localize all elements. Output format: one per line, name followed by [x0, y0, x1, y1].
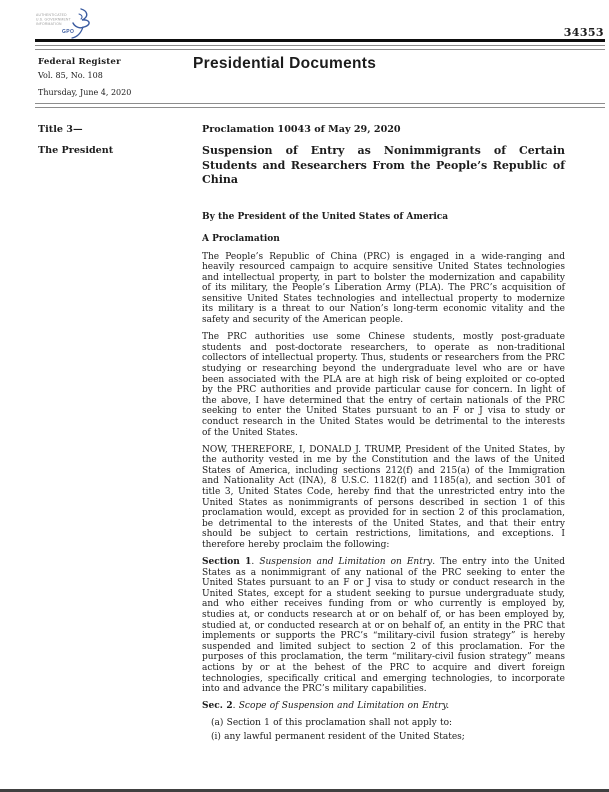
proclamation-body	[202, 124, 565, 746]
volume-number: Vol. 85, No. 108	[38, 71, 103, 80]
title-3-label: Title 3—	[38, 124, 83, 135]
gpo-label: GPO	[62, 29, 75, 35]
logo-line-3: INFORMATION	[36, 22, 62, 26]
section-2-item-i: (i) any lawful permanent resident of the United States;	[211, 731, 465, 742]
gpo-authenticated-logo	[35, 8, 95, 40]
the-president-label: The President	[38, 145, 114, 156]
section-2-heading	[202, 701, 565, 712]
body-paragraph: NOW, THEREFORE, I, DONALD J. TRUMP, President of the United States, by the authority vested in me by the Constitution and the laws of the United States of America, including sections 212(f) and 215(a) of the Immigration and Nationality Act (INA), 8 U.S.C. 1182(f) and 1185(a), and section 301 of title 3, United States Code, hereby find that the unrestricted entry into the United States as nonimmigrants of persons described in section 1 of this proclamation would, except as provided for in section 2 of this proclamation, be detrimental to the interests of the United States, and that their entry should be subject to certain restrictions, limitations, and exceptions. I therefore hereby proclaim the following:	[202, 444, 565, 550]
masthead	[38, 57, 188, 97]
page-number: 34353	[563, 26, 604, 39]
section-2-separator: .	[232, 701, 239, 712]
title-column	[38, 124, 188, 156]
logo-line-1: AUTHENTICATED	[36, 13, 67, 17]
section-1-paragraph	[202, 557, 565, 695]
header-rule-thick	[35, 39, 605, 42]
section-2-title: Scope of Suspension and Limitation on Entry.	[238, 701, 450, 712]
section-1-separator: .	[251, 557, 260, 568]
issue-date: Thursday, June 4, 2020	[38, 88, 132, 97]
header-rule-double-upper	[35, 45, 605, 50]
a-proclamation-label: A Proclamation	[202, 233, 280, 244]
publication-name: Federal Register	[38, 57, 121, 67]
section-2-label: Sec. 2	[202, 701, 233, 712]
proclamation-number-line: Proclamation 10043 of May 29, 2020	[202, 124, 401, 135]
by-line: By the President of the United States of America	[202, 211, 449, 222]
masthead-rule-double-lower	[35, 103, 605, 108]
section-1-body: . The entry into the United States as a nonimmigrant of any national of the PRC seeking to enter the United States pursuant to an F or J visa to study or conduct research in the United States, except for a student seeking to pursue undergraduate study, and who either receives funding from or who currently is employed by, studies at, or conducts research at or on behalf of, or has been employed by, studied at, or conducted research at or on behalf of, an entity in the PRC that implements or supports the PRC’s “military-civil fusion strategy” is hereby suspended and limited subject to section 2 of this proclamation. For the purposes of this proclamation, the term “military-civil fusion strategy” means actions by or at the behest of the PRC to acquire and divert foreign technologies, specifically critical and emerging technologies, to incorporate into and advance the PRC’s military capabilities.	[202, 557, 565, 695]
logo-line-2: U.S. GOVERNMENT	[36, 17, 71, 22]
body-paragraph: The PRC authorities use some Chinese students, mostly post-graduate students and post-doctorate researchers, to operate as non-traditional collectors of intellectual property. Thus, students or researchers from the PRC studying or researching beyond the undergraduate level who are or have been associated with the PLA are at high risk of being exploited or co-opted by the PRC authorities and provide particular cause for concern. In light of the above, I have determined that the entry of certain nationals of the PRC seeking to enter the United States pursuant to an F or J visa to study or conduct research in the United States would be detrimental to the interests of the United States.	[202, 332, 565, 438]
proclamation-title: Suspension of Entry as Nonimmigrants of Certain Students and Researchers From the People’s Republic of China	[202, 144, 565, 186]
body-paragraph: The People’s Republic of China (PRC) is engaged in a wide-ranging and heavily resourced campaign to acquire sensitive United States technologies and intellectual property, in part to bolster the modernization and capability of its military, the People’s Liberation Army (PLA). The PRC’s acquisition of sensitive United States technologies and intellectual property to modernize its military is a threat to our Nation’s long-term economic vitality and the safety and security of the American people.	[202, 251, 565, 326]
section-2-item-a: (a) Section 1 of this proclamation shall not apply to:	[211, 718, 453, 729]
section-1-label: Section 1	[202, 557, 252, 568]
gpo-eagle-icon	[72, 9, 89, 38]
section-heading: Presidential Documents	[193, 55, 377, 72]
section-1-title: Suspension and Limitation on Entry	[259, 557, 433, 568]
